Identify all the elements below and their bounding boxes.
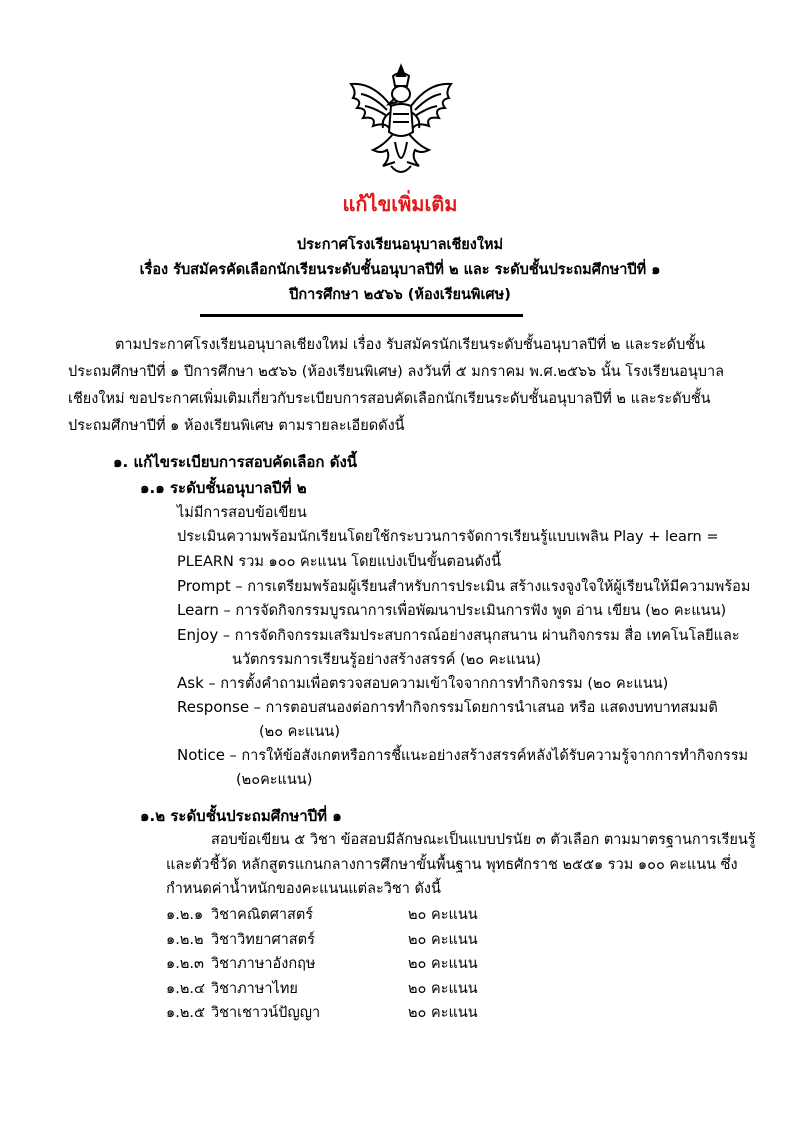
intro-line: ตามประกาศโรงเรียนอนุบาลเชียงใหม่ เรื่อง รับสมัครนักเรียนระดับชั้นอนุบาลปีที่ ๒ และระดับชั้น	[115, 337, 706, 353]
step-continuation: (๒๐คะแนน)	[236, 772, 313, 788]
step-continuation: นวัตกรรมการเรียนรู้อย่างสร้างสรรค์ (๒๐ คะแนน)	[232, 652, 542, 668]
subject-no: ๑.๒.๑	[166, 907, 204, 923]
document-heading: แก้ไขเพิ่มเติม	[342, 192, 458, 216]
step-term: Prompt	[177, 577, 231, 595]
subject-name: วิชาเชาวน์ปัญญา	[211, 1005, 321, 1021]
subject-no: ๑.๒.๔	[166, 981, 205, 997]
step-enjoy	[177, 624, 740, 647]
subject-score: ๒๐ คะแนน	[408, 981, 478, 997]
announcement-subject: เรื่อง รับสมัครคัดเลือกนักเรียนระดับชั้นอนุบาลปีที่ ๒ และ ระดับชั้นประถมศึกษาปีที่ ๑	[139, 262, 661, 278]
step-prompt	[177, 575, 750, 598]
step-term: Ask	[177, 674, 204, 692]
subject-no: ๑.๒.๒	[166, 932, 204, 948]
subject-score: ๒๐ คะแนน	[408, 932, 478, 948]
step-desc: – การเตรียมพร้อมผู้เรียนสำหรับการประเมิน สร้างแรงจูงใจให้ผู้เรียนให้มีความพร้อม	[230, 579, 751, 595]
subject-score: ๒๐ คะแนน	[408, 956, 478, 972]
intro-line: ประถมศึกษาปีที่ ๑ ปีการศึกษา ๒๕๖๖ (ห้องเรียนพิเศษ) ลงวันที่ ๕ มกราคม พ.ศ.๒๕๖๖ นั้น โรงเรียนอนุบาล	[68, 364, 724, 380]
announcement-year: ปีการศึกษา ๒๕๖๖ (ห้องเรียนพิเศษ)	[289, 287, 511, 303]
step-notice	[177, 744, 748, 767]
subject-name: วิชาคณิตศาสตร์	[211, 907, 314, 923]
step-learn	[177, 599, 726, 622]
step-desc: – การตอบสนองต่อการทำกิจกรรมโดยการนำเสนอ หรือ แสดงบทบาทสมมติ	[249, 700, 718, 716]
subject-name: วิชาวิทยาศาสตร์	[211, 932, 315, 948]
divider-rule	[200, 314, 523, 317]
step-response	[177, 696, 718, 719]
announcement-title: ประกาศโรงเรียนอนุบาลเชียงใหม่	[296, 237, 504, 253]
step-ask	[177, 672, 668, 695]
intro-line: ประถมศึกษาปีที่ ๑ ห้องเรียนพิเศษ ตามรายละเอียดดังนี้	[68, 418, 405, 434]
subject-name: วิชาภาษาอังกฤษ	[211, 956, 316, 972]
assess-line: PLEARN รวม ๑๐๐ คะแนน โดยแบ่งเป็นขั้นตอนดังนี้	[177, 554, 501, 570]
step-term: Response	[177, 698, 250, 716]
step-term: Enjoy	[177, 626, 219, 644]
no-exam-text: ไม่มีการสอบข้อเขียน	[177, 505, 307, 521]
step-term: Learn	[177, 601, 219, 619]
step-desc: – การตั้งคำถามเพื่อตรวจสอบความเข้าใจจากการทำกิจกรรม (๒๐ คะแนน)	[203, 676, 669, 692]
sub2-para-line: สอบข้อเขียน ๕ วิชา ข้อสอบมีลักษณะเป็นแบบปรนัย ๓ ตัวเลือก ตามมาตรฐานการเรียนรู้	[211, 832, 756, 848]
garuda-emblem-icon	[343, 62, 459, 180]
subject-no: ๑.๒.๓	[166, 956, 204, 972]
step-desc: – การจัดกิจกรรมบูรณาการเพื่อพัฒนาประเมินการฟัง พูด อ่าน เขียน (๒๐ คะแนน)	[218, 603, 727, 619]
subject-name: วิชาภาษาไทย	[211, 981, 298, 997]
step-continuation: (๒๐ คะแนน)	[259, 724, 340, 740]
intro-line: เชียงใหม่ ขอประกาศเพิ่มเติมเกี่ยวกับระเบียบการสอบคัดเลือกนักเรียนระดับชั้นอนุบาลปีที่ ๒ และระดับชั้น	[68, 391, 711, 407]
sub2-para-line: กำหนดค่าน้ำหนักของคะแนนแต่ละวิชา ดังนี้	[166, 881, 441, 897]
section-1-2-title: ๑.๒ ระดับชั้นประถมศึกษาปีที่ ๑	[140, 807, 342, 825]
step-desc: – การให้ข้อสังเกตหรือการชี้แนะอย่างสร้างสรรค์หลังได้รับความรู้จากการทำกิจกรรม	[224, 748, 749, 764]
step-desc: – การจัดกิจกรรมเสริมประสบการณ์อย่างสนุกสนาน ผ่านกิจกรรม สื่อ เทคโนโลยีและ	[218, 628, 740, 644]
subject-score: ๒๐ คะแนน	[408, 907, 478, 923]
subject-score: ๒๐ คะแนน	[408, 1005, 478, 1021]
section-1-1-title: ๑.๑ ระดับชั้นอนุบาลปีที่ ๒	[140, 479, 307, 497]
step-term: Notice	[177, 746, 225, 764]
assess-line: ประเมินความพร้อมนักเรียนโดยใช้กระบวนการจัดการเรียนรู้แบบเพลิน Play + learn =	[177, 529, 719, 545]
section-1-title: ๑. แก้ไขระเบียบการสอบคัดเลือก ดังนี้	[113, 453, 358, 471]
subject-no: ๑.๒.๕	[166, 1005, 205, 1021]
sub2-para-line: และตัวชี้วัด หลักสูตรแกนกลางการศึกษาขั้นพื้นฐาน พุทธศักราช ๒๕๕๑ รวม ๑๐๐ คะแนน ซึ่ง	[166, 857, 738, 873]
